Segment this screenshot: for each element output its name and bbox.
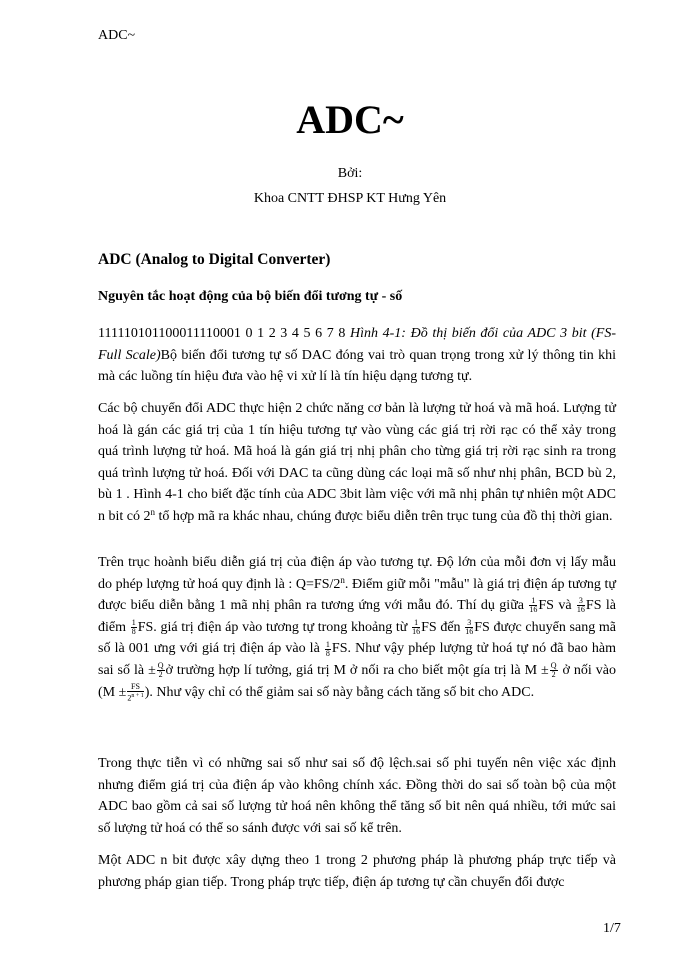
fraction-1-16: $\frac{1}{16}$ [412, 618, 421, 637]
section-heading: ADC (Analog to Digital Converter) [98, 251, 331, 268]
fs-unit: FS [137, 619, 154, 635]
plus-minus-sign: ± [541, 662, 549, 678]
p3-text-5: . giá trị điện áp vào tương tự trong khoảng từ [153, 619, 412, 635]
paragraph-4: Trong thực tiễn vì có những sai số như sai số độ lệch.sai số phi tuyến nên việc xác định nhưng điểm giá trị của điện áp vào không chính xác. Đồng thời do sai số toàn bộ của một ADC bao gồm cả sai số lượng tử hoá nên không thể tăng số bit nên quá nhiều, tới mức sai số lượng tử hoá có thể so sánh được với sai số kể trên. [98, 756, 616, 836]
fraction-1-16: $\frac{1}{16}$ [529, 596, 538, 615]
paragraph-5: Một ADC n bit được xây dựng theo 1 trong 2 phương pháp là phương pháp trực tiếp và phương pháp gian tiếp. Trong pháp trực tiếp, điện áp tương tự cần chuyển đổi được [98, 853, 616, 890]
paragraph-1-text: Bộ biến đổi tương tự số DAC đóng vai trò quan trọng trong xử lý thông tin khi mà các luồng tín hiệu đưa vào hệ vi xử lí là tín hiệu dạng tương tự. [98, 347, 616, 385]
fraction-3-16: $\frac{3}{16}$ [576, 596, 585, 615]
paragraph-2-text-a: Các bộ chuyển đổi ADC thực hiện 2 chức năng cơ bản là lượng tử hoá và mã hoá. Lượng tử hoá là gán các giá trị của 1 tín hiệu tương tự vào vùng các giá trị rời rạc có thể xảy trong quá trình lượng tử hoá. Mã hoá là gán giá trị nhị phân cho từng giá trị rời rạc sinh ra trong quá trình lượng tử hoá. Đối với DAC ta cũng dùng các loại mã số như nhị phân, BCD bù 2, bù 1 . Hình 4-1 cho biết đặc tính của ADC 3bit làm việc với mã nhị phân tự nhiên một ADC n bit có 2 [98, 401, 616, 524]
paragraph-2 [98, 398, 616, 528]
fs-unit: FS [474, 619, 490, 635]
fs-unit: FS [538, 598, 554, 614]
superscript-n: n [150, 506, 155, 517]
paragraph-3 [98, 552, 616, 703]
fraction-3-16: $\frac{3}{16}$ [465, 618, 474, 637]
p3-text-11: ). Như vậy chỉ có thể giảm sai số này bằng cách tăng số bit cho ADC. [144, 684, 535, 700]
page-number: 1/7 [603, 921, 621, 936]
superscript-n: n [340, 574, 345, 585]
fs-unit: FS [585, 598, 602, 614]
p3-text-7: được chuyển sang mã số là 001 ưng với giá trị điện áp vào là [98, 619, 616, 657]
fraction-q-2: $\frac{Q}{2}$ [157, 661, 164, 680]
running-header: ADC~ [98, 28, 136, 43]
paragraph-2-text-b: tổ hợp mã ra khác nhau, chúng được biểu diễn trên trục tung của đồ thị thời gian. [155, 508, 613, 524]
p3-text-6: đến [436, 619, 465, 635]
p3-text-9: ở trường hợp lí tưởng, giá trị M ở nối ra cho biết một gía trị là M [165, 662, 542, 678]
figure-codes: 111110101100011110001 0 1 2 3 4 5 6 7 8 [98, 326, 346, 341]
byline-label: Bởi: [337, 166, 363, 181]
fs-unit: FS [331, 641, 348, 657]
p3-text-10: ở nối vào (M [98, 662, 616, 700]
p3-text-8: . Như vậy phép lượng tử hoá tự nó đã bao hàm sai số là [98, 641, 616, 678]
paragraph-1 [98, 323, 616, 388]
fs-unit: FS [421, 619, 437, 635]
document-title: ADC~ [296, 97, 404, 142]
plus-minus-sign: ± [118, 684, 127, 700]
fraction-fs-2n1: $\frac{FS}{2^{n + 1}}$ [127, 681, 144, 703]
p3-text-2: . Điểm giữ mỗi "mẫu" là giá trị điện áp tương tự được biểu diễn bằng 1 mã nhị phân ra tương ứng với mẫu đó. Thí dụ giữa [98, 576, 616, 614]
fraction-1-8: $\frac{1}{8}$ [131, 618, 136, 637]
fraction-1-8: $\frac{1}{8}$ [325, 639, 330, 658]
byline-author: Khoa CNTT ĐHSP KT Hưng Yên [253, 191, 447, 206]
fraction-q-2: $\frac{Q}{2}$ [550, 661, 557, 680]
plus-minus-sign: ± [148, 662, 156, 678]
p3-text-1: Trên trục hoành biểu diễn giá trị của điện áp vào tương tự. Độ lớn của mỗi đơn vị lấy mẫu do phép lượng tử hoá quy định là : Q=FS/2 [98, 555, 616, 592]
section-subheading: Nguyên tắc hoạt động của bộ biến đổi tương tự - số [98, 289, 403, 304]
p3-text-3: và [553, 598, 576, 614]
figure-caption: Hình 4-1: Đồ thị biến đổi của ADC 3 bit (FS-Full Scale) [98, 326, 617, 363]
p3-text-4: là điểm [98, 598, 616, 635]
